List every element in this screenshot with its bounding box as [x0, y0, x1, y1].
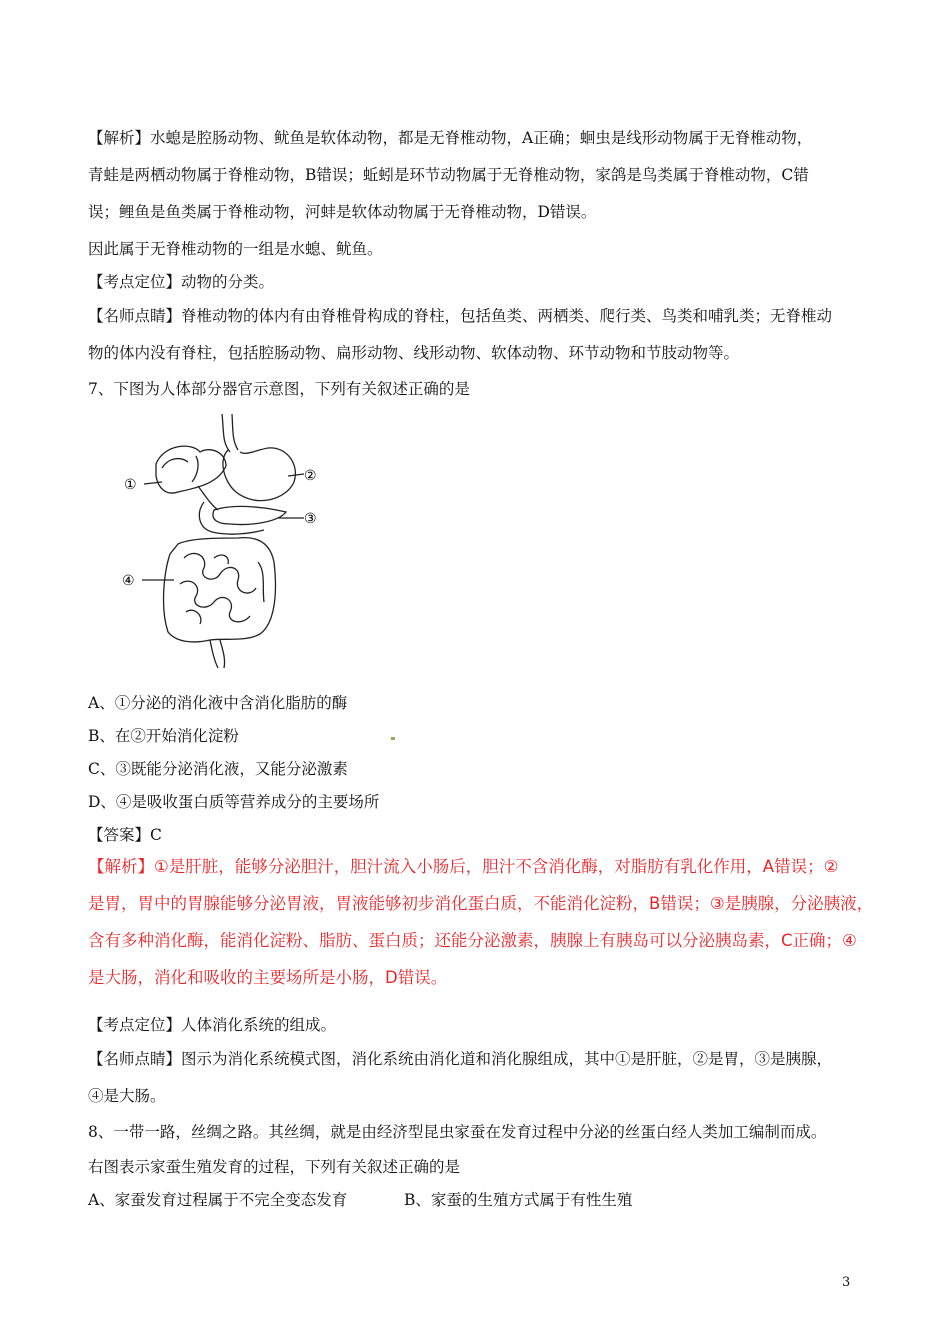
question8-stem-2: 右图表示家蚕生殖发育的过程，下列有关叙述正确的是 [88, 1158, 461, 1176]
explanation6-line-3: 误；鲤鱼是鱼类属于脊椎动物，河蚌是软体动物属于无脊椎动物，D错误。 [88, 203, 597, 221]
question7-option-c: C、③既能分泌消化液，又能分泌激素 [88, 760, 348, 778]
question7-tip-1: 【名师点睛】图示为消化系统模式图，消化系统由消化道和消化腺组成，其中①是肝脏，②是胃，③是胰腺， [88, 1050, 833, 1068]
figure-label-3: ③ [304, 511, 317, 527]
explanation6-tip-1: 【名师点睛】脊椎动物的体内有由脊椎骨构成的脊柱，包括鱼类、两栖类、爬行类、鸟类和哺乳类；无脊椎动 [88, 307, 833, 325]
explanation6-line-4: 因此属于无脊椎动物的一组是水螅、鱿鱼。 [88, 240, 383, 258]
explanation6-line-2: 青蛙是两栖动物属于脊椎动物，B错误；蚯蚓是环节动物属于无脊椎动物，家鸽是鸟类属于脊椎动物，C错 [88, 166, 809, 184]
question7-explanation-3: 含有多种消化酶，能消化淀粉、脂肪、蛋白质；还能分泌激素，胰腺上有胰岛可以分泌胰岛素，C正确；④ [88, 931, 857, 950]
question7-point: 【考点定位】人体消化系统的组成。 [88, 1016, 337, 1034]
question8-option-a: A、家蚕发育过程属于不完全变态发育 [88, 1191, 348, 1209]
question7-explanation-1: 【解析】①是肝脏，能够分泌胆汁，胆汁流入小肠后，胆汁不含消化酶，对脂肪有乳化作用，A错误；② [88, 857, 839, 876]
figure-label-4: ④ [122, 573, 135, 589]
question7-option-a: A、①分泌的消化液中含消化脂肪的酶 [88, 694, 348, 712]
page-number: 3 [842, 1275, 851, 1290]
figure-label-1: ① [124, 477, 137, 493]
question8-stem-1: 8、一带一路，丝绸之路。其丝绸，就是由经济型昆虫家蚕在发育过程中分泌的丝蛋白经人类加工编制而成。 [88, 1123, 827, 1141]
digestive-system-drawing [118, 412, 328, 670]
explanation6-line-1: 【解析】水螅是腔肠动物、鱿鱼是软体动物，都是无脊椎动物，A正确；蛔虫是线形动物属于无脊椎动物， [88, 129, 813, 147]
question7-explanation-4: 是大肠，消化和吸收的主要场所是小肠，D错误。 [88, 968, 448, 987]
question7-option-d: D、④是吸收蛋白质等营养成分的主要场所 [88, 793, 380, 811]
digestive-system-figure [118, 412, 328, 670]
scan-mark [391, 737, 395, 740]
figure-label-2: ② [304, 468, 317, 484]
question7-explanation-2: 是胃，胃中的胃腺能够分泌胃液，胃液能够初步消化蛋白质，不能消化淀粉，B错误；③是胰腺，分泌胰液， [88, 894, 874, 913]
question7-answer: 【答案】C [88, 826, 162, 844]
question7-option-b: B、在②开始消化淀粉 [88, 727, 239, 745]
question8-option-b: B、家蚕的生殖方式属于有性生殖 [404, 1191, 633, 1209]
question7-stem: 7、下图为人体部分器官示意图，下列有关叙述正确的是 [88, 380, 470, 398]
question7-tip-2: ④是大肠。 [88, 1087, 166, 1105]
explanation6-point: 【考点定位】动物的分类。 [88, 273, 275, 291]
explanation6-tip-2: 物的体内没有脊柱，包括腔肠动物、扁形动物、线形动物、软体动物、环节动物和节肢动物等。 [88, 344, 740, 362]
